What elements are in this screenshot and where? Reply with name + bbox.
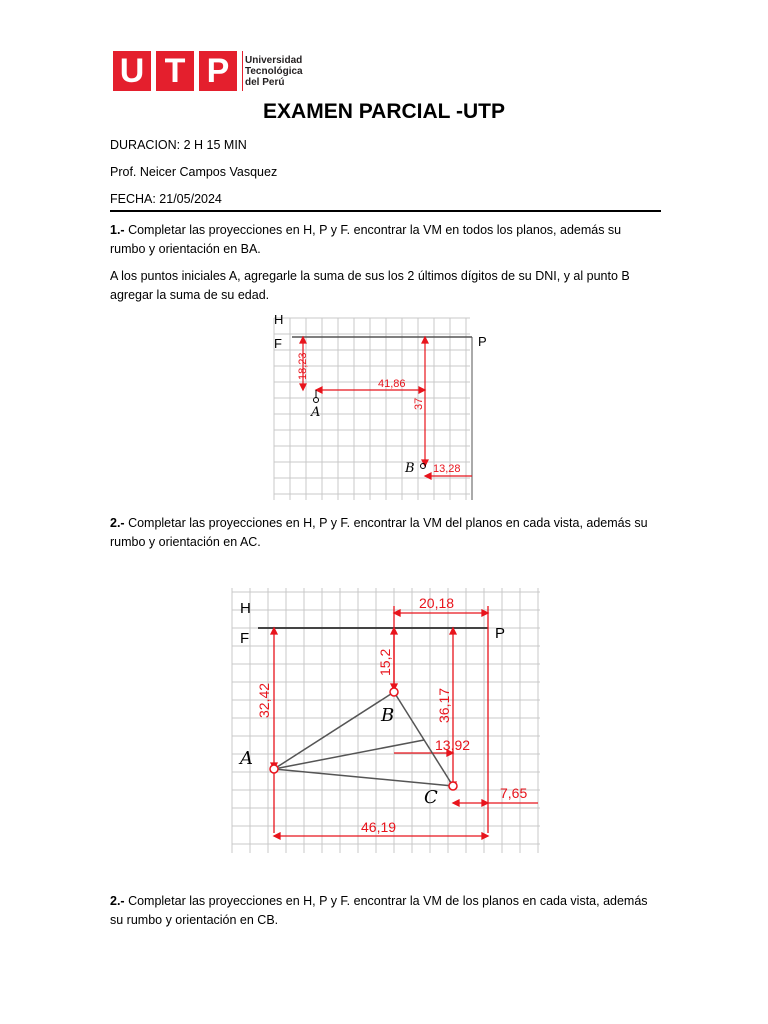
figure-2-label-f: F [240,630,250,647]
figure-2 [228,588,568,853]
figure-2-dim-46-19: 46,19 [361,819,397,835]
figure-2-dim-15-2: 15,2 [377,648,393,676]
figure-2-point-a [270,765,278,773]
figure-1-label-f: F [274,336,282,351]
figure-1-dim-37: 37 [413,397,425,410]
logo-letter-u: U [113,51,151,91]
figure-1-label-a: A [311,405,321,420]
figure-2-label-p: P [495,625,506,642]
logo-letter-t: T [156,51,194,91]
question-1-note: A los puntos iniciales A, agregarle la suma de sus los 2 últimos dígitos de su DNI, y al punto B agregar la suma de su edad. [110,269,630,302]
professor-line: Prof. Neicer Campos Vasquez [110,165,278,179]
header-rule [110,210,661,212]
figure-2-point-c [449,782,457,790]
figure-2-point-b [390,688,398,696]
logo-wordmark: Universidad Tecnológica del Perú [245,55,303,88]
figure-2-dim-7-65: 7,65 [500,785,528,801]
logo-divider [242,51,243,91]
date-line: FECHA: 21/05/2024 [110,192,222,206]
figure-1-label-h: H [274,312,284,327]
figure-2-dim-13-92: 13,92 [435,737,471,753]
figure-1-label-b: B [405,461,415,476]
figure-2-label-b: B [381,705,395,726]
question-1-text: 1.- Completar las proyecciones en H, P y F. encontrar la VM en todos los planos, además su rumbo y orientación en BA. [110,223,622,256]
figure-2-label-h: H [240,600,251,617]
figure-2-dim-36-17: 36,17 [436,687,452,723]
question-3-text: 2.- Completar las proyecciones en H, P y F. encontrar la VM de los planos en cada vista, además su rumbo y orientación en CB. [110,894,648,927]
figure-1-dim-18-23: 18,23 [297,352,309,380]
question-1-number: 1.- [110,223,125,237]
logo-letter-p: P [199,51,237,91]
question-2-text: 2.- Completar las proyecciones en H, P y F. encontrar la VM del planos en cada vista, además su rumbo y orientación en AC. [110,516,648,549]
utp-logo [110,43,305,99]
figure-1-label-p: P [478,334,487,349]
figure-1-dim-13-28: 13,28 [433,463,461,475]
figure-1 [270,310,500,500]
figure-2-dim-32-42: 32,42 [256,682,272,718]
duration-line: DURACION: 2 H 15 MIN [110,138,247,152]
exam-title: EXAMEN PARCIAL -UTP [263,100,505,123]
figure-2-label-c: C [424,787,438,808]
figure-2-dim-20-18: 20,18 [419,595,455,611]
question-3-number: 2.- [110,894,125,908]
question-2-number: 2.- [110,516,125,530]
figure-1-dim-41-86: 41,86 [378,378,406,390]
figure-2-label-a: A [240,748,253,769]
